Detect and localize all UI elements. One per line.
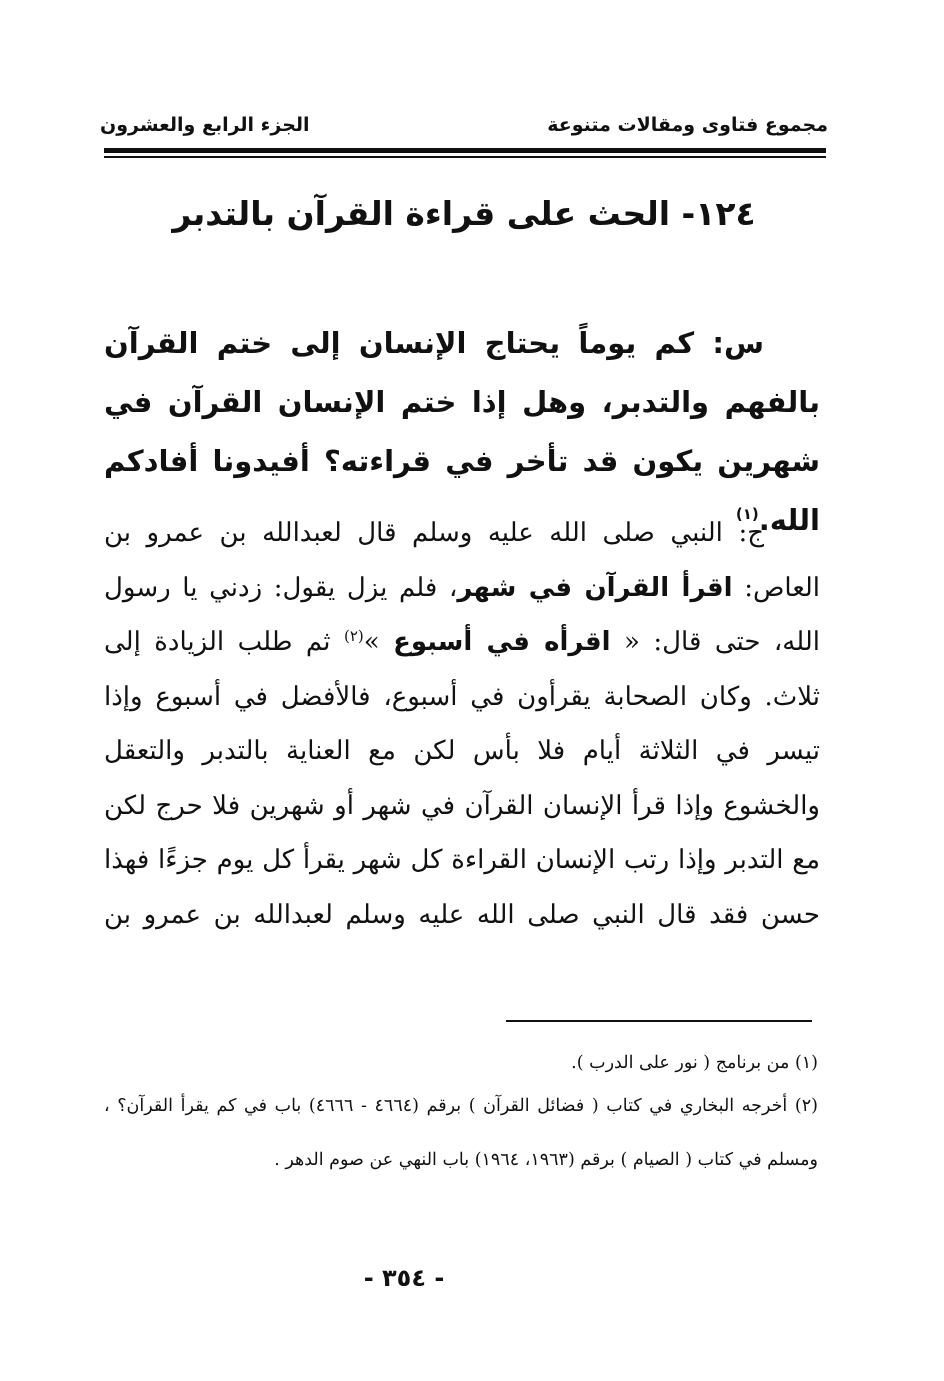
footnotes: [104, 1050, 818, 1197]
footnote-ref-1: (١): [735, 505, 759, 523]
answer-text-1: ج: النبي صلى الله عليه وسلم قال لعبدالله بن عمرو بن العاص:: [104, 518, 821, 603]
footnote-text: أخرجه البخاري في كتاب ( فضائل القرآن ) برقم (٤٦٦٤ - ٤٦٦٦) باب في كم يقرأ القرآن؟ ، ومسلم في كتاب ( الصيام ) برقم (١٩٦٣، ١٩٦٤) باب النهي عن صوم الدهر .: [104, 1096, 818, 1170]
book-title: مجموع فتاوى ومقالات متنوعة: [547, 114, 828, 136]
header-rule-thin: [104, 156, 826, 158]
answer-text-2: ، فلم يزل يقول: زدني يا رسول الله، حتى قال: «: [104, 572, 821, 657]
question-text: س: كم يوماً يحتاج الإنسان إلى ختم القرآن بالفهم والتدبر، وهل إذا ختم الإنسان القرآن في شهرين يكون قد تأخر في قراءته؟ أفيدونا أفادكم الله.: [104, 326, 820, 537]
footnote-marker: (٢): [794, 1096, 818, 1116]
answer-paragraph: [104, 506, 820, 942]
answer-text-4: ثم طلب الزيادة إلى ثلاث. وكان الصحابة يقرأون في أسبوع، فالأفضل في أسبوع وإذا تيسر في الثلاثة أيام فلا بأس لكن مع العناية بالتدبر والتعقل والخشوع وإذا قرأ الإنسان القرآن في شهر أو شهرين فلا حرج لكن مع التدبر وإذا رتب الإنسان القراءة كل شهر يقرأ كل يوم جزءًا فهذا حسن فقد قال النبي صلى الله عليه وسلم لعبدالله بن عمرو بن: [104, 627, 820, 930]
footnote-2: [104, 1079, 818, 1187]
running-header: [100, 114, 828, 142]
volume-label: الجزء الرابع والعشرون: [100, 114, 310, 136]
footnote-marker: (١): [794, 1053, 818, 1073]
footnote-separator: [506, 1020, 812, 1022]
footnote-text: من برنامج ( نور على الدرب ).: [571, 1053, 790, 1073]
footnote-ref-2: (٢): [343, 627, 364, 645]
answer-text-3: »: [363, 627, 394, 657]
answer-bold-1: اقرأ القرآن في شهر: [457, 572, 733, 603]
header-rule-thick: [104, 148, 826, 153]
footnote-1: [104, 1050, 818, 1077]
answer-bold-2: اقرأه في أسبوع: [393, 627, 611, 657]
page-number: - ٣٥٤ -: [363, 1264, 445, 1292]
article-title: ١٢٤- الحث على قراءة القرآن بالتدبر: [172, 194, 756, 233]
